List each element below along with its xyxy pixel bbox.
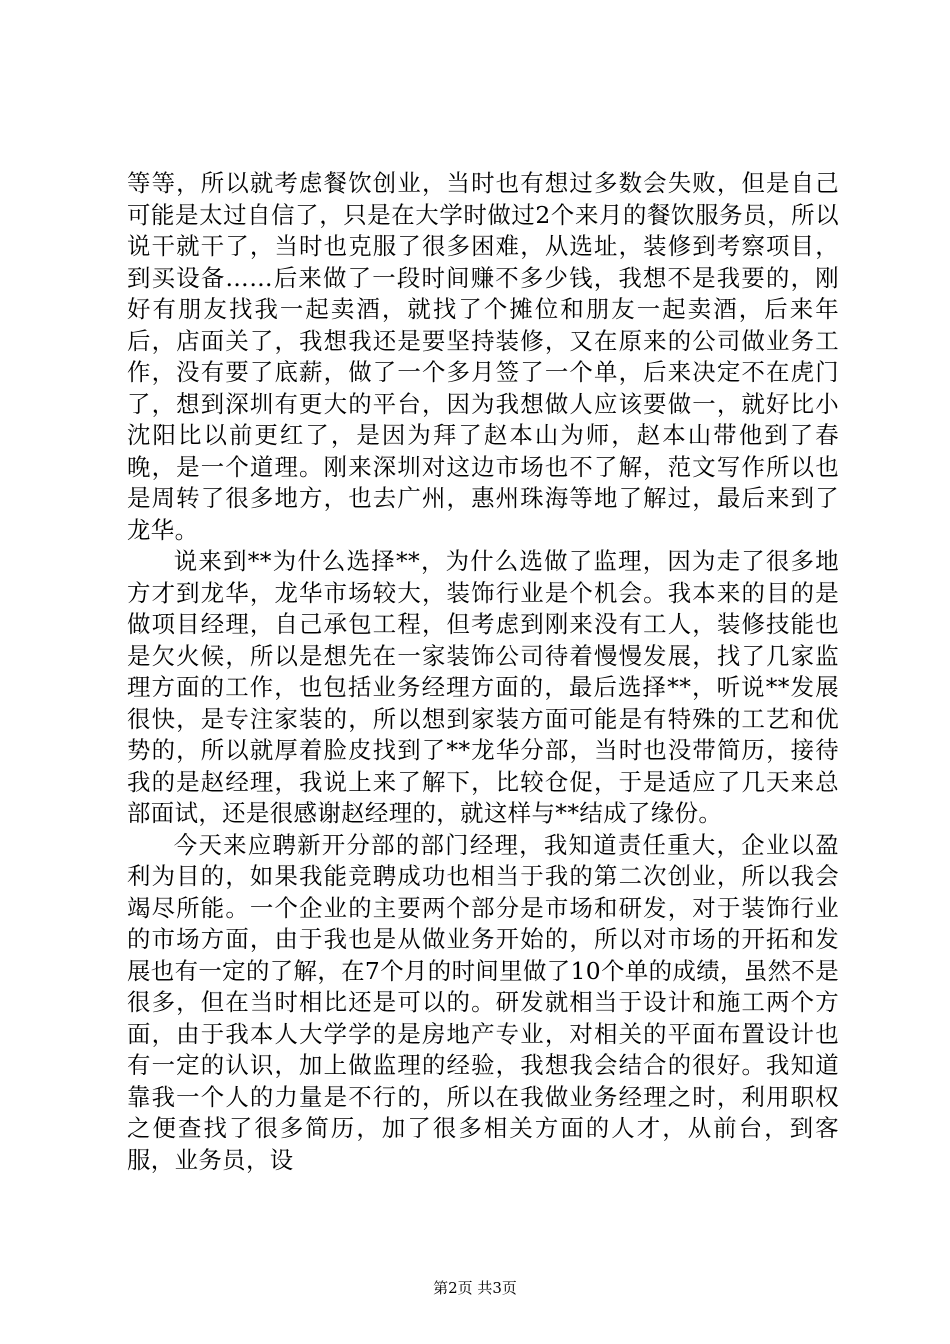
paragraph-3: 今天来应聘新开分部的部门经理，我知道责任重大，企业以盈利为目的，如果我能竞聘成功也相当于我的第二次创业，所以我会竭尽所能。一个企业的主要两个部分是市场和研发，对于装饰行业的市场方面，由于我也是从做业务开始的，所以对市场的开拓和发展也有一定的了解，在7个月的时间里做了10个单的成绩，虽然不是很多，但在当时相比还是可以的。研发就相当于设计和施工两个方面，由于我本人大学学的是房地产专业，对相关的平面布置设计也有一定的认识，加上做监理的经验，我想我会结合的很好。我知道靠我一个人的力量是不行的，所以在我做业务经理之时，利用职权之便查找了很多简历，加了很多相关方面的人才，从前台，到客服，业务员，设 <box>127 830 839 1174</box>
page-number-label: 第2页 共3页 <box>433 1279 517 1297</box>
document-body <box>127 168 839 1176</box>
paragraph-2: 说来到**为什么选择**，为什么选做了监理，因为走了很多地方才到龙华，龙华市场较大，装饰行业是个机会。我本来的目的是做项目经理，自己承包工程，但考虑到刚来没有工人，装修技能也是欠火候，所以是想先在一家装饰公司待着慢慢发展，找了几家监理方面的工作，也包括业务经理方面的，最后选择**，听说**发展很快，是专注家装的，所以想到家装方面可能是有特殊的工艺和优势的，所以就厚着脸皮找到了**龙华分部，当时也没带简历，接待我的是赵经理，我说上来了解下，比较仓促，于是适应了几天来总部面试，还是很感谢赵经理的，就这样与**结成了缘份。 <box>127 547 839 827</box>
page-footer <box>0 1278 950 1298</box>
paragraph-1: 等等，所以就考虑餐饮创业，当时也有想过多数会失败，但是自己可能是太过自信了，只是在大学时做过2个来月的餐饮服务员，所以说干就干了，当时也克服了很多困难，从选址，装修到考察项目，到买设备……后来做了一段时间赚不多少钱，我想不是我要的，刚好有朋友找我一起卖酒，就找了个摊位和朋友一起卖酒，后来年后，店面关了，我想我还是要坚持装修，又在原来的公司做业务工作，没有要了底薪，做了一个多月签了一个单，后来决定不在虎门了，想到深圳有更大的平台，因为我想做人应该要做一，就好比小沈阳比以前更红了，是因为拜了赵本山为师，赵本山带他到了春晚，是一个道理。刚来深圳对这边市场也不了解，范文写作所以也是周转了很多地方，也去广州，惠州珠海等地了解过，最后来到了龙华。 <box>127 169 839 544</box>
